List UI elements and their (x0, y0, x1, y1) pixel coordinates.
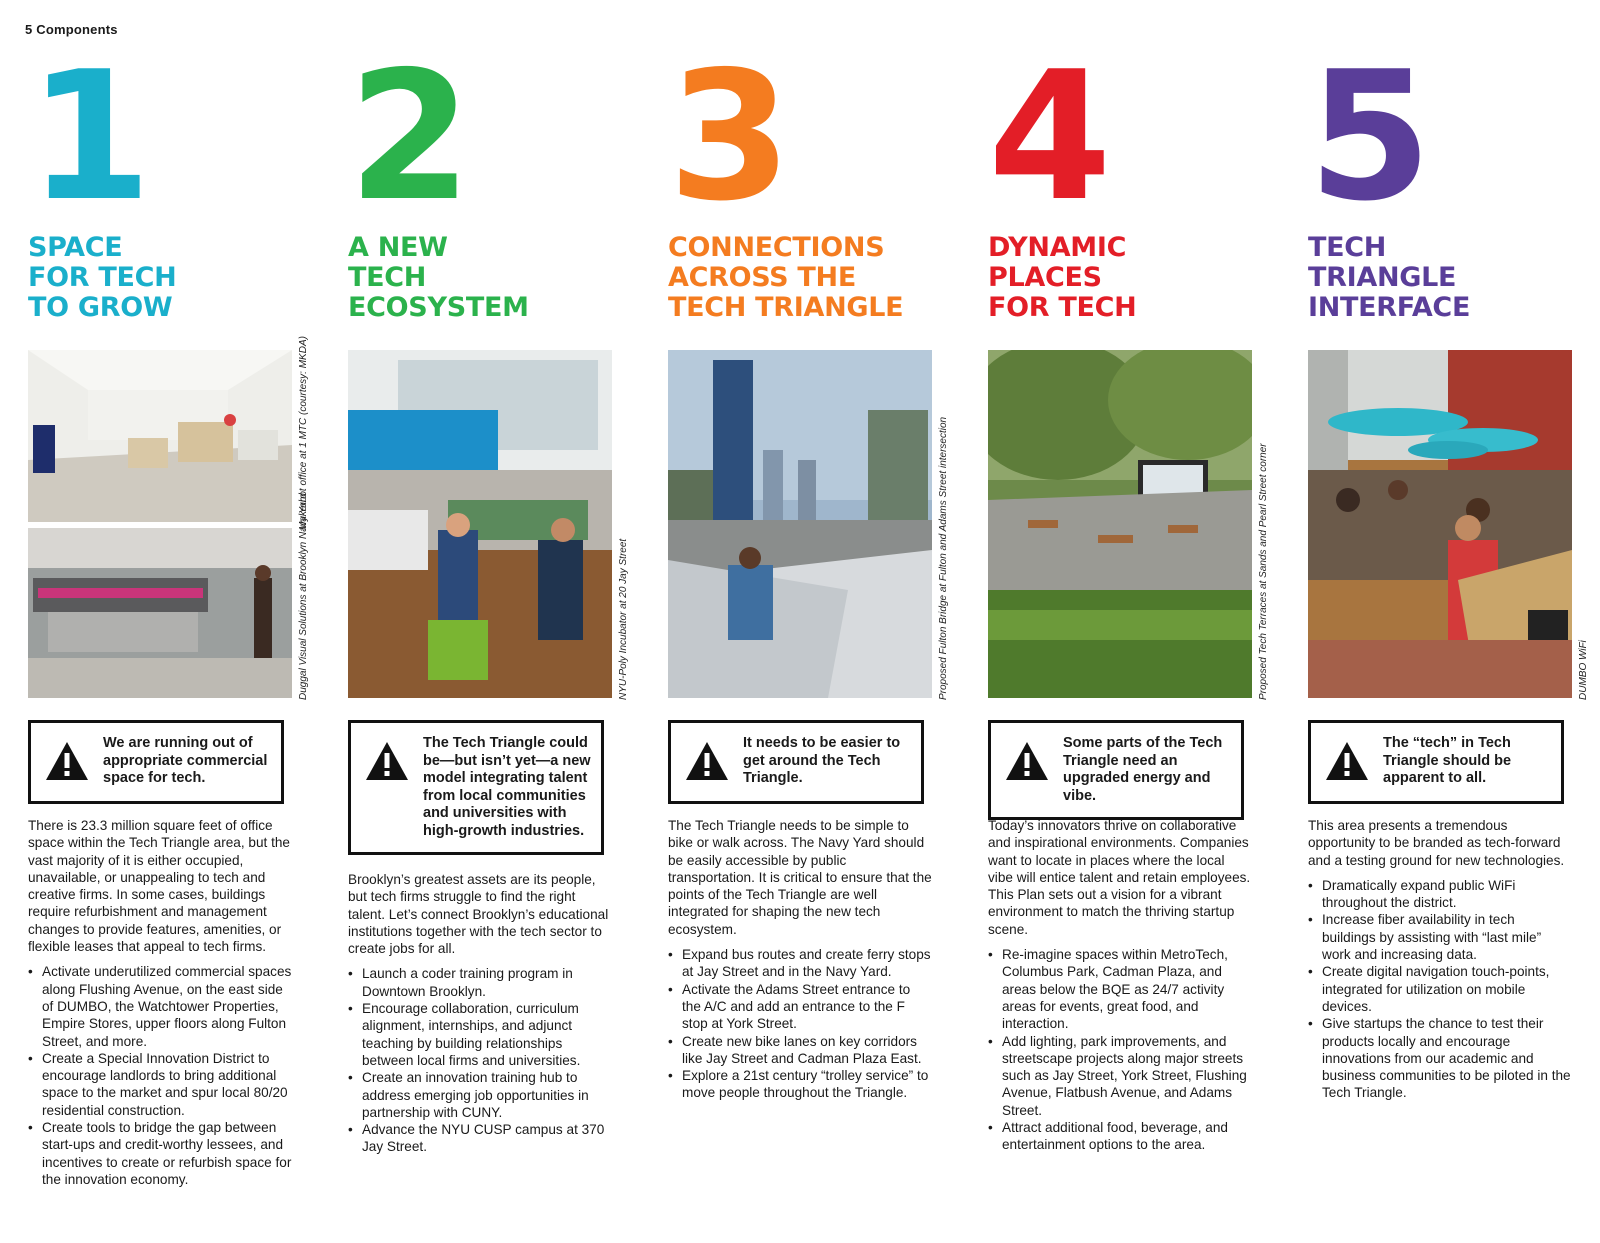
list-item: • Create an innovation training hub to address emerging job opportunities in partnership with CUNY. (348, 1069, 612, 1121)
intro-paragraph: Brooklyn’s greatest assets are its people, but tech firms struggle to find the right talent. Let’s connect Brooklyn’s educational institutions together with the tech sector to create jobs for all. (348, 872, 609, 957)
list-item: • Increase fiber availability in tech buildings by assisting with “last mile” work and increasing data. (1308, 911, 1572, 963)
list-item: • Create a Special Innovation District to encourage landlords to bring additional space to the market and spur local 80/20 residential construction. (28, 1050, 292, 1119)
intro-paragraph: Today’s innovators thrive on collaborative and inspirational environments. Companies want to locate in places where the local vibe will entice talent and retain employees. This Plan sets out a vision for a vibrant environment to match the thriving startup scene. (988, 818, 1251, 937)
bullet-list (28, 963, 292, 1188)
incubator-photo (348, 350, 612, 698)
list-item: • Explore a 21st century “trolley service” to move people throughout the Triangle. (668, 1067, 932, 1102)
list-item: • Create digital navigation touch-points, integrated for utilization on mobile devices. (1308, 963, 1572, 1015)
bullet-list (668, 946, 932, 1102)
list-item: • Encourage collaboration, curriculum alignment, internships, and adjunct teaching by building relationships between local firms and universities. (348, 1000, 612, 1069)
photo-area (668, 350, 949, 700)
dumbo-wifi-photo (1308, 350, 1572, 698)
list-item: • Advance the NYU CUSP campus at 370 Jay Street. (348, 1121, 612, 1156)
component-2 (348, 0, 629, 1243)
bullet-list (1308, 877, 1572, 1102)
bridge-rendering (668, 350, 932, 698)
photo-caption: Duggal Visual Solutions at Brooklyn Navy Yard (298, 493, 309, 700)
photo-area (348, 350, 629, 700)
list-item: • Create new bike lanes on key corridors like Jay Street and Cadman Plaza East. (668, 1033, 932, 1068)
photo-caption: DUMBO WiFi (1578, 640, 1589, 700)
bullet-list (988, 946, 1252, 1154)
body-text (988, 817, 1252, 1154)
list-item: • Launch a coder training program in Downtown Brooklyn. (348, 965, 612, 1000)
component-3 (668, 0, 949, 1243)
body-text (668, 817, 932, 1102)
component-number: 3 (668, 33, 788, 240)
warning-text: We are running out of appropriate commercial space for tech. (103, 735, 268, 786)
list-item: • Attract additional food, beverage, and entertainment options to the area. (988, 1119, 1252, 1154)
warning-triangle-icon (365, 741, 409, 781)
component-1 (28, 0, 309, 1243)
component-number: 1 (28, 33, 148, 240)
photo-caption: Proposed Tech Terraces at Sands and Pearl Street corner (1258, 443, 1269, 700)
warning-text: The Tech Triangle could be—but isn’t yet—a new model integrating talent from local communities and universities with high-growth industries. (423, 735, 591, 839)
warning-triangle-icon (685, 741, 729, 781)
office-photo (28, 350, 292, 522)
component-4 (988, 0, 1269, 1243)
body-text (348, 871, 612, 1156)
warning-box (28, 720, 284, 804)
warning-triangle-icon (1325, 741, 1369, 781)
component-heading: A NEW TECH ECOSYSTEM (348, 232, 529, 323)
list-item: • Give startups the chance to test their products locally and encourage innovations from our academic and business communities to be piloted in the Tech Triangle. (1308, 1015, 1572, 1101)
warning-triangle-icon (1005, 741, 1049, 781)
warning-box (668, 720, 924, 804)
warning-text: The “tech” in Tech Triangle should be apparent to all. (1383, 735, 1512, 786)
component-heading: DYNAMIC PLACES FOR TECH (988, 232, 1137, 323)
component-number: 2 (348, 33, 468, 240)
component-number: 5 (1308, 33, 1428, 240)
page-label: 5 Components (25, 22, 118, 37)
bullet-list (348, 965, 612, 1155)
list-item: • Re-imagine spaces within MetroTech, Columbus Park, Cadman Plaza, and areas below the BQE as 24/7 activity areas for events, great food, and interaction. (988, 946, 1252, 1032)
list-item: • Expand bus routes and create ferry stops at Jay Street and in the Navy Yard. (668, 946, 932, 981)
component-number: 4 (988, 33, 1108, 240)
body-text (1308, 817, 1572, 1102)
list-item: • Add lighting, park improvements, and streetscape projects along major streets such as Jay Street, York Street, Flushing Avenue, Flatbush Avenue, and Adams Street. (988, 1033, 1252, 1119)
component-heading: CONNECTIONS ACROSS THE TECH TRIANGLE (668, 232, 904, 323)
photo-area (28, 336, 309, 700)
photo-caption: Proposed Fulton Bridge at Fulton and Adams Street intersection (938, 416, 949, 700)
intro-paragraph: The Tech Triangle needs to be simple to bike or walk across. The Navy Yard should be easily accessible by public transportation. It is critical to ensure that the points of the Tech Triangle are well integrated for shaping the new tech ecosystem. (668, 818, 932, 937)
warning-triangle-icon (45, 741, 89, 781)
printing-photo (28, 528, 292, 698)
list-item: • Activate the Adams Street entrance to the A/C and add an entrance to the F stop at York Street. (668, 981, 932, 1033)
photo-caption: Makerbot office at 1 MTC (courtesy: MKDA) (298, 336, 309, 530)
list-item: • Activate underutilized commercial spaces along Flushing Avenue, on the east side of DUMBO, the Watchtower Properties, Empire Stores, upper floors along Fulton Street, and more. (28, 963, 292, 1049)
list-item: • Dramatically expand public WiFi throughout the district. (1308, 877, 1572, 912)
component-heading: SPACE FOR TECH TO GROW (28, 232, 177, 323)
component-heading: TECH TRIANGLE INTERFACE (1308, 232, 1471, 323)
warning-box (348, 720, 604, 855)
warning-text: Some parts of the Tech Triangle need an upgraded energy and vibe. (1063, 735, 1223, 804)
intro-paragraph: This area presents a tremendous opportunity to be branded as tech-forward and a testing ground for new technologies. (1308, 818, 1565, 868)
photo-caption: NYU-Poly Incubator at 20 Jay Street (618, 538, 629, 700)
terraces-rendering (988, 350, 1252, 698)
photo-area (988, 350, 1269, 700)
warning-box (1308, 720, 1564, 804)
body-text (28, 817, 292, 1188)
intro-paragraph: There is 23.3 million square feet of office space within the Tech Triangle area, but the vast majority of it is either occupied, unavailable, or unappealing to tech and creative firms. In some cases, buildings require refurbishment and management changes to provide features, amenities, or flexible leases that appeal to tech firms. (28, 818, 290, 955)
photo-area (1308, 350, 1589, 700)
list-item: • Create tools to bridge the gap between start-ups and credit-worthy lessees, and incentives to create or refurbish space for the innovation economy. (28, 1119, 292, 1188)
warning-box (988, 720, 1244, 820)
component-5 (1308, 0, 1589, 1243)
warning-text: It needs to be easier to get around the Tech Triangle. (743, 735, 901, 786)
